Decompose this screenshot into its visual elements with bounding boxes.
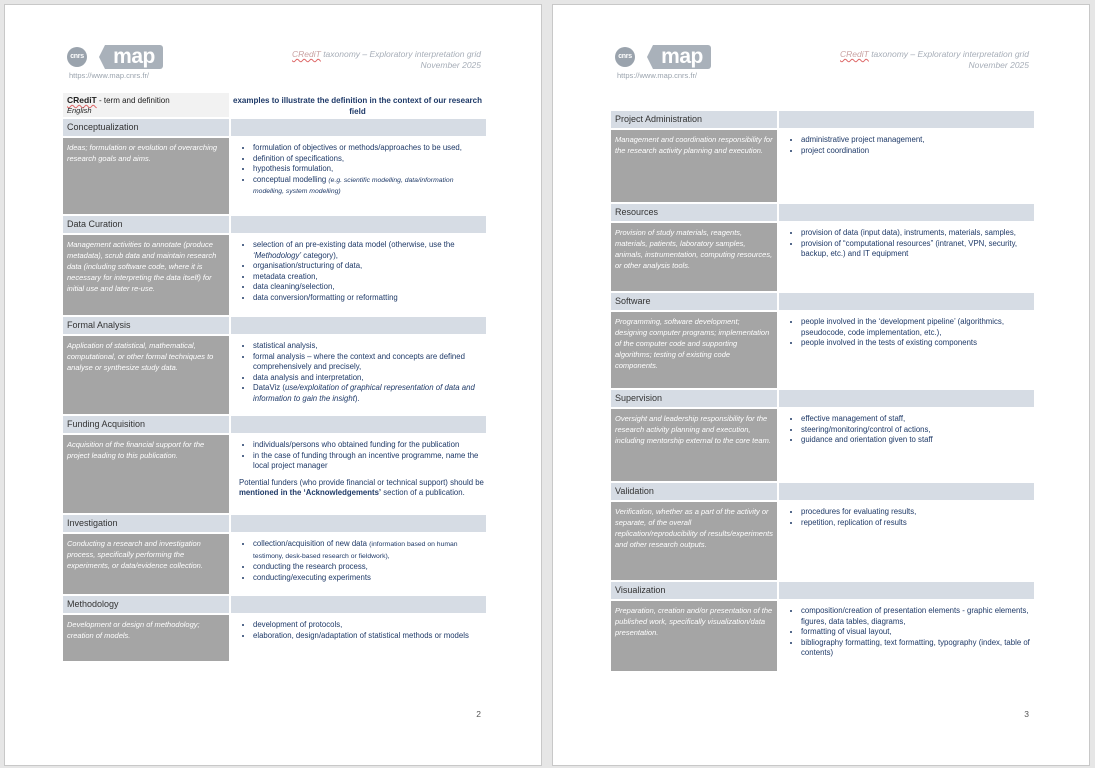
- section-body-row: [611, 130, 1034, 202]
- example-text: bibliography formatting, text formatting, typography (index, table of contents): [801, 637, 1030, 657]
- example-item: [253, 440, 486, 451]
- example-tail-text: ).: [354, 393, 360, 403]
- section-title: Formal Analysis: [63, 317, 229, 334]
- intro-term-cell: [63, 93, 229, 117]
- example-text: effective management of staff,: [801, 414, 906, 423]
- page-number: 2: [476, 709, 481, 719]
- header-title-credit: CRediT: [292, 49, 321, 59]
- role-examples: [777, 502, 1034, 580]
- intro-term-suffix: - term and definition: [96, 96, 170, 105]
- examples-list: [787, 317, 1034, 349]
- example-item: [801, 425, 1034, 436]
- section-header-row: [611, 293, 1034, 310]
- section-body-row: [611, 502, 1034, 580]
- section-body-row: [63, 336, 486, 414]
- section-header-fill: [779, 293, 1034, 310]
- example-text: conceptual modelling: [253, 174, 329, 184]
- role-examples: [777, 601, 1034, 671]
- example-text: organisation/structuring of data,: [253, 261, 363, 270]
- header-title-rest: taxonomy – Exploratory interpretation grid: [868, 49, 1029, 59]
- example-item: [253, 373, 486, 384]
- header-url[interactable]: https://www.map.cnrs.fr/: [617, 71, 698, 80]
- role-definition: Management and coordination responsibility for the research activity planning and execution.: [611, 130, 777, 202]
- funding-note-end: section of a publication.: [381, 488, 465, 497]
- example-item: [801, 435, 1034, 446]
- credit-role-section: [63, 596, 486, 661]
- section-header-row: [63, 119, 486, 136]
- section-title: Software: [611, 293, 777, 310]
- example-item: [801, 638, 1034, 659]
- credit-table-left: [63, 93, 486, 661]
- credit-role-section: [611, 582, 1034, 671]
- role-definition: Acquisition of the financial support for the project leading to this publication.: [63, 435, 229, 513]
- example-item: [801, 338, 1034, 349]
- example-item: [801, 317, 1034, 338]
- role-examples: [777, 312, 1034, 388]
- example-item: [801, 228, 1034, 239]
- role-examples: [777, 409, 1034, 481]
- example-item: [253, 175, 486, 198]
- funding-note-start: Potential funders (who provide financial or technical support) should be: [239, 477, 484, 487]
- section-header-row: [63, 416, 486, 433]
- credit-role-section: [63, 416, 486, 513]
- intro-examples-heading: examples to illustrate the definition in the context of our research field: [233, 96, 482, 116]
- example-item: [801, 627, 1034, 638]
- cnrs-logo: cnrs: [615, 47, 635, 67]
- example-text: DataViz (: [253, 383, 285, 392]
- example-item: [801, 146, 1034, 157]
- role-definition: Oversight and leadership responsibility for the research activity planning and execution, including mentorship external to the core team.: [611, 409, 777, 481]
- examples-list: [239, 143, 486, 198]
- section-header-fill: [779, 111, 1034, 128]
- section-title: Funding Acquisition: [63, 416, 229, 433]
- role-examples: [229, 435, 486, 513]
- examples-list: [239, 240, 486, 303]
- section-header-row: [611, 483, 1034, 500]
- example-text: development of protocols,: [253, 620, 343, 629]
- section-body-row: [611, 409, 1034, 481]
- role-examples: [777, 130, 1034, 202]
- section-body-row: [63, 534, 486, 594]
- example-item: [801, 135, 1034, 146]
- header-title-rest: taxonomy – Exploratory interpretation grid: [320, 49, 481, 59]
- section-body-row: [611, 312, 1034, 388]
- cnrs-logo: cnrs: [67, 47, 87, 67]
- example-item: [253, 272, 486, 283]
- example-text: conducting the research process,: [253, 562, 368, 571]
- example-item: [801, 414, 1034, 425]
- section-title: Project Administration: [611, 111, 777, 128]
- funding-note-bold: mentioned in the ‘Acknowledgements’: [239, 488, 382, 497]
- section-header-fill: [231, 416, 486, 433]
- example-text: hypothesis formulation,: [253, 164, 334, 173]
- example-text: formatting of visual layout,: [801, 627, 892, 636]
- section-header-row: [611, 390, 1034, 407]
- example-text: steering/monitoring/control of actions,: [801, 424, 931, 434]
- example-item: [253, 383, 486, 404]
- examples-list: [787, 507, 1034, 528]
- example-item: [253, 164, 486, 175]
- example-text: composition/creation of presentation elements - graphic elements, figures, data tables, diagrams,: [801, 606, 1029, 626]
- header-date: November 2025: [968, 60, 1029, 70]
- example-text: people involved in the ‘development pipeline’ (algorithmics, pseudocode, code implementation, etc.),: [801, 317, 1004, 337]
- example-italic-text: (e.g. scientific modelling, data/information modelling, system modelling): [253, 176, 454, 195]
- examples-list: [239, 341, 486, 404]
- credit-table-right: [611, 109, 1034, 671]
- role-definition: Management activities to annotate (produce metadata), scrub data and maintain research data (including software code, where it is necessary for interpreting the data itself) for initial use and later re-use.: [63, 235, 229, 315]
- section-body-row: [63, 138, 486, 214]
- example-item: [253, 154, 486, 165]
- role-examples: [777, 223, 1034, 291]
- example-text: data conversion/formatting or reformatting: [253, 292, 398, 302]
- header-title-credit: CRediT: [840, 49, 869, 59]
- intro-term-title: CRediT: [67, 95, 97, 105]
- example-text: provision of data (input data), instruments, materials, samples,: [801, 228, 1016, 237]
- section-header-fill: [779, 390, 1034, 407]
- example-text: statistical analysis,: [253, 341, 318, 350]
- section-title: Visualization: [611, 582, 777, 599]
- section-body-row: [611, 223, 1034, 291]
- section-header-row: [63, 317, 486, 334]
- role-definition: Conducting a research and investigation process, specifically performing the experiments, or data/evidence collection.: [63, 534, 229, 594]
- example-item: [253, 352, 486, 373]
- example-italic-text: use/exploitation of graphical representation of data and information to gain the insight: [253, 383, 475, 403]
- examples-list: [787, 228, 1034, 260]
- section-header-fill: [779, 204, 1034, 221]
- example-item: [801, 518, 1034, 529]
- section-body-row: [63, 235, 486, 315]
- example-item: [253, 539, 486, 562]
- section-header-fill: [231, 317, 486, 334]
- example-item: [253, 282, 486, 293]
- page-number: 3: [1024, 709, 1029, 719]
- section-title: Supervision: [611, 390, 777, 407]
- role-examples: [229, 235, 486, 315]
- example-item: [253, 573, 486, 584]
- section-body-row: [611, 601, 1034, 671]
- example-item: [801, 507, 1034, 518]
- example-item: [253, 620, 486, 631]
- header-title: [840, 49, 1029, 71]
- example-item: [253, 293, 486, 304]
- example-text: guidance and orientation given to staff: [801, 435, 933, 444]
- example-item: [253, 261, 486, 272]
- map-logo: map: [653, 45, 711, 69]
- section-header-row: [611, 204, 1034, 221]
- header-url[interactable]: https://www.map.cnrs.fr/: [69, 71, 150, 80]
- credit-role-section: [611, 483, 1034, 580]
- example-item: [253, 562, 486, 573]
- example-item: [801, 239, 1034, 260]
- section-body-row: [63, 435, 486, 513]
- section-title: Validation: [611, 483, 777, 500]
- example-text: data analysis and interpretation,: [253, 372, 364, 382]
- section-header-fill: [231, 119, 486, 136]
- section-header-fill: [231, 596, 486, 613]
- example-text: individuals/persons who obtained funding for the publication: [253, 440, 460, 449]
- example-text: formal analysis – where the context and concepts are defined comprehensively and precisely,: [253, 351, 465, 371]
- examples-list: [239, 539, 486, 583]
- example-tail-text: category),: [301, 250, 338, 260]
- example-item: [801, 606, 1034, 627]
- examples-list: [787, 135, 1034, 156]
- section-header-row: [611, 111, 1034, 128]
- example-text: people involved in the tests of existing components: [801, 338, 977, 347]
- examples-list: [787, 414, 1034, 446]
- examples-list: [239, 620, 486, 641]
- section-title: Resources: [611, 204, 777, 221]
- example-text: metadata creation,: [253, 271, 318, 281]
- credit-role-section: [611, 390, 1034, 481]
- examples-list: [787, 606, 1034, 659]
- role-definition: Provision of study materials, reagents, materials, patients, laboratory samples, animals, instrumentation, computing resources, or other analysis tools.: [611, 223, 777, 291]
- credit-role-section: [611, 204, 1034, 291]
- example-text: repetition, replication of results: [801, 517, 907, 527]
- role-definition: Ideas; formulation or evolution of overarching research goals and aims.: [63, 138, 229, 214]
- example-text: project coordination: [801, 145, 870, 155]
- role-definition: Verification, whether as a part of the activity or separate, of the overall replication/reproducibility of results/experiments and other research outputs.: [611, 502, 777, 580]
- example-text: formulation of objectives or methods/approaches to be used,: [253, 143, 462, 152]
- example-italic-text: ‘Methodology’: [253, 250, 302, 260]
- funding-note: [239, 478, 486, 499]
- role-definition: Development or design of methodology; creation of models.: [63, 615, 229, 661]
- examples-list: [239, 440, 486, 472]
- map-logo: map: [105, 45, 163, 69]
- example-text: collection/acquisition of new data: [253, 539, 370, 548]
- role-examples: [229, 615, 486, 661]
- section-header-fill: [779, 582, 1034, 599]
- role-examples: [229, 336, 486, 414]
- example-text: data cleaning/selection,: [253, 282, 335, 291]
- section-title: Investigation: [63, 515, 229, 532]
- section-header-row: [63, 596, 486, 613]
- table-intro-row: [63, 93, 486, 117]
- example-item: [253, 341, 486, 352]
- example-text: elaboration, design/adaptation of statistical methods or models: [253, 630, 469, 640]
- example-text: definition of specifications,: [253, 153, 345, 163]
- intro-language: English: [67, 106, 92, 115]
- section-header-fill: [779, 483, 1034, 500]
- section-header-fill: [231, 216, 486, 233]
- role-definition: Programming, software development; designing computer programs; implementation of the computer code and supporting algorithms; testing of existing code components.: [611, 312, 777, 388]
- document-page-3: [552, 4, 1090, 766]
- section-header-row: [611, 582, 1034, 599]
- section-header-row: [63, 515, 486, 532]
- section-title: Methodology: [63, 596, 229, 613]
- role-examples: [229, 534, 486, 594]
- example-text: conducting/executing experiments: [253, 572, 371, 582]
- role-definition: Application of statistical, mathematical, computational, or other formal techniques to analyse or synthesize study data.: [63, 336, 229, 414]
- example-text: selection of an pre-existing data model (otherwise, use the: [253, 240, 455, 249]
- section-body-row: [63, 615, 486, 661]
- example-text: administrative project management,: [801, 135, 925, 144]
- example-small-text: (information based on human testimony, desk-based research or fieldwork),: [253, 541, 458, 560]
- header-date: November 2025: [420, 60, 481, 70]
- role-examples: [229, 138, 486, 214]
- credit-role-section: [63, 317, 486, 414]
- section-title: Conceptualization: [63, 119, 229, 136]
- header-title: [292, 49, 481, 71]
- example-text: in the case of funding through an incentive programme, name the local project manager: [253, 450, 479, 470]
- section-title: Data Curation: [63, 216, 229, 233]
- credit-role-section: [63, 119, 486, 214]
- section-header-fill: [231, 515, 486, 532]
- credit-role-section: [611, 293, 1034, 388]
- credit-role-section: [63, 515, 486, 594]
- example-item: [253, 143, 486, 154]
- example-text: provision of “computational resources” (intranet, VPN, security, backup, etc.) and IT equipment: [801, 238, 1018, 258]
- credit-role-section: [63, 216, 486, 315]
- example-text: procedures for evaluating results,: [801, 507, 917, 516]
- role-definition: Preparation, creation and/or presentation of the published work, specifically visualization/data presentation.: [611, 601, 777, 671]
- example-item: [253, 631, 486, 642]
- example-item: [253, 240, 486, 261]
- section-header-row: [63, 216, 486, 233]
- credit-role-section: [611, 111, 1034, 202]
- document-page-2: [4, 4, 542, 766]
- example-item: [253, 451, 486, 472]
